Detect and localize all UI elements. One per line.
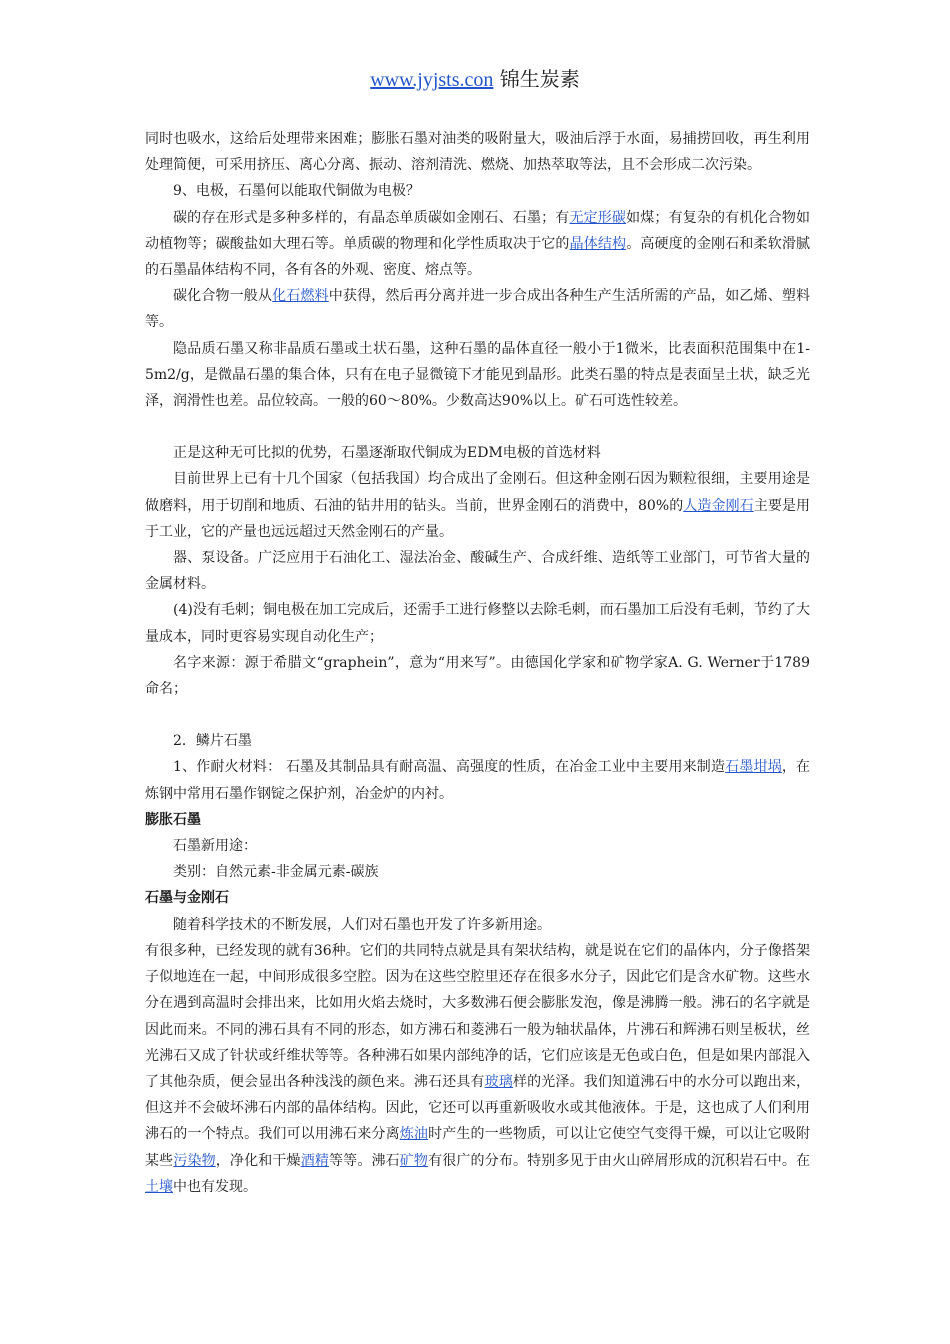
text-run: 中获得，然后再分离并进一步合成出各种生产生活所需的产品，如乙烯、塑料等。	[145, 288, 811, 331]
inline-link[interactable]: 玻璃	[484, 1073, 513, 1090]
paragraph	[145, 440, 810, 466]
inline-link[interactable]: 矿物	[399, 1152, 429, 1169]
text-run: 样的光泽。我们知道沸石中的水分可以跑出来，但这并不会破坏沸石内部的晶体结构。因此，它还可以再重新吸收水或其他液体。于是，这也成了人们利用沸石的一个特点。我们可以用沸石来分离	[145, 1073, 811, 1143]
blank-line	[145, 414, 810, 440]
inline-link[interactable]: 晶体结构	[569, 235, 627, 252]
brand-name: 锦生炭素	[499, 67, 580, 91]
inline-link[interactable]: 人造金刚石	[683, 497, 754, 514]
text-run: 。高硬度的金刚石和柔软滑腻的石墨晶体结构不同，各有各的外观、密度、熔点等。	[145, 235, 811, 279]
paragraph	[145, 938, 810, 1200]
text-run: 中也有发现。	[173, 1178, 257, 1195]
text-run: 碳的存在形式是多种多样的，有晶态单质碳如金刚石、石墨；有	[173, 209, 570, 226]
inline-link[interactable]: 化石燃料	[272, 288, 329, 305]
text-run: 如煤；有复杂的有机化合物如动植物等；碳酸盐如大理石等。单质碳的物理和化学性质取决于它的	[145, 209, 811, 252]
inline-link[interactable]: 土壤	[145, 1178, 173, 1195]
text-run: 同时也吸水，这给后处理带来困难；膨胀石墨对油类的吸附量大，吸油后浮于水面，易捕捞回收，再生利用处理简便，可采用挤压、离心分离、振动、溶剂清洗、燃烧、加热萃取等法，且不会形成二次污染。	[145, 131, 810, 174]
inline-link[interactable]: 污染物	[173, 1152, 216, 1169]
text-run: 等等。沸石	[329, 1152, 400, 1169]
text-run: 2．鳞片石墨	[173, 733, 252, 750]
text-run: 有很广的分布。特别多见于由火山碎屑形成的沉积岩石中。在	[428, 1152, 811, 1169]
text-run: 隐品质石墨又称非晶质石墨或土状石墨，这种石墨的晶体直径一般小于1微米，比表面积范围集中在1-5m2/g，是微晶石墨的集合体，只有在电子显微镜下才能见到晶形。此类石墨的特点是表面呈土状，缺乏光泽，润滑性也差。品位较高。一般的60～80%。少数高达90%以上。矿石可选性较差。	[145, 340, 810, 410]
text-run: 随着科学技术的不断发展，人们对石墨也开发了许多新用途。	[173, 916, 551, 933]
paragraph	[145, 283, 810, 335]
inline-link[interactable]: 石墨坩埚	[725, 759, 782, 776]
paragraph	[145, 205, 810, 284]
text-run: ，净化和干燥	[215, 1152, 301, 1169]
paragraph	[145, 126, 810, 178]
text-run: (4)没有毛刺；铜电极在加工完成后，还需手工进行修整以去除毛刺，而石墨加工后没有毛刺，节约了大量成本，同时更容易实现自动化生产；	[145, 602, 810, 645]
inline-link[interactable]: 酒精	[300, 1152, 330, 1169]
text-run: 器、泵设备。广泛应用于石油化工、湿法冶金、酸碱生产、合成纤维、造纸等工业部门，可节省大量的金属材料。	[145, 550, 810, 593]
paragraph	[145, 754, 810, 806]
text-run: 石墨新用途：	[173, 838, 257, 855]
paragraph	[145, 650, 810, 702]
text-run: 碳化合物一般从	[173, 288, 273, 305]
site-link[interactable]: www.jyjsts.con	[370, 69, 494, 91]
text-run: 主要是用于工业，它的产量也远远超过天然金刚石的产量。	[145, 497, 811, 540]
text-run: 1、作耐火材料： 石墨及其制品具有耐高温、高强度的性质，在冶金工业中主要用来制造	[173, 759, 726, 776]
text-run: ，在炼钢中常用石墨作钢锭之保护剂，冶金炉的内衬。	[145, 759, 811, 802]
text-run: 类别：自然元素-非金属元素-碳族	[173, 864, 379, 881]
text-run: 时产生的一些物质，可以让它使空气变得干燥，可以让它吸附某些	[145, 1126, 811, 1169]
text-run: 名字来源：源于希腊文“graphein”，意为“用来写”。由德国化学家和矿物学家A. G. Werner于1789命名；	[145, 654, 810, 698]
section-heading	[145, 885, 810, 911]
document-body	[145, 126, 810, 1200]
paragraph	[145, 859, 810, 885]
paragraph	[145, 728, 810, 754]
paragraph	[145, 545, 810, 597]
inline-link[interactable]: 无定形碳	[569, 209, 627, 226]
section-heading	[145, 807, 810, 833]
paragraph	[145, 833, 810, 859]
text-run: 有很多种，已经发现的就有36种。它们的共同特点就是具有架状结构，就是说在它们的晶体内，分子像搭架子似地连在一起，中间形成很多空腔。因为在这些空腔里还存在很多水分子，因此它们是含水矿物。这些水分在遇到高温时会排出来，比如用火焰去烧时，大多数沸石便会膨胀发泡，像是沸腾一般。沸石的名字就是因此而来。不同的沸石具有不同的形态，如方沸石和菱沸石一般为轴状晶体，片沸石和辉沸石则呈板状，丝光沸石又成了针状或纤维状等等。各种沸石如果内部纯净的话，它们应该是无色或白色，但是如果内部混入了其他杂质，便会显出各种浅浅的颜色来。沸石还具有	[145, 942, 810, 1090]
text-run: 膨胀石墨	[145, 811, 201, 828]
page-header	[0, 64, 950, 95]
paragraph	[145, 336, 810, 415]
text-run: 石墨与金刚石	[145, 890, 229, 907]
paragraph	[145, 597, 810, 649]
text-run: 目前世界上已有十几个国家（包括我国）均合成出了金刚石。但这种金刚石因为颗粒很细，主要用途是做磨料，用于切削和地质、石油的钻井用的钻头。当前，世界金刚石的消费中，80%的	[145, 471, 810, 514]
text-run: 9、电极，石墨何以能取代铜做为电极？	[173, 183, 420, 200]
inline-link[interactable]: 炼油	[399, 1126, 429, 1143]
paragraph	[145, 466, 810, 545]
blank-line	[145, 702, 810, 728]
text-run: 正是这种无可比拟的优势，石墨逐渐取代铜成为EDM电极的首选材料	[173, 445, 601, 462]
paragraph	[145, 178, 810, 204]
paragraph	[145, 912, 810, 938]
